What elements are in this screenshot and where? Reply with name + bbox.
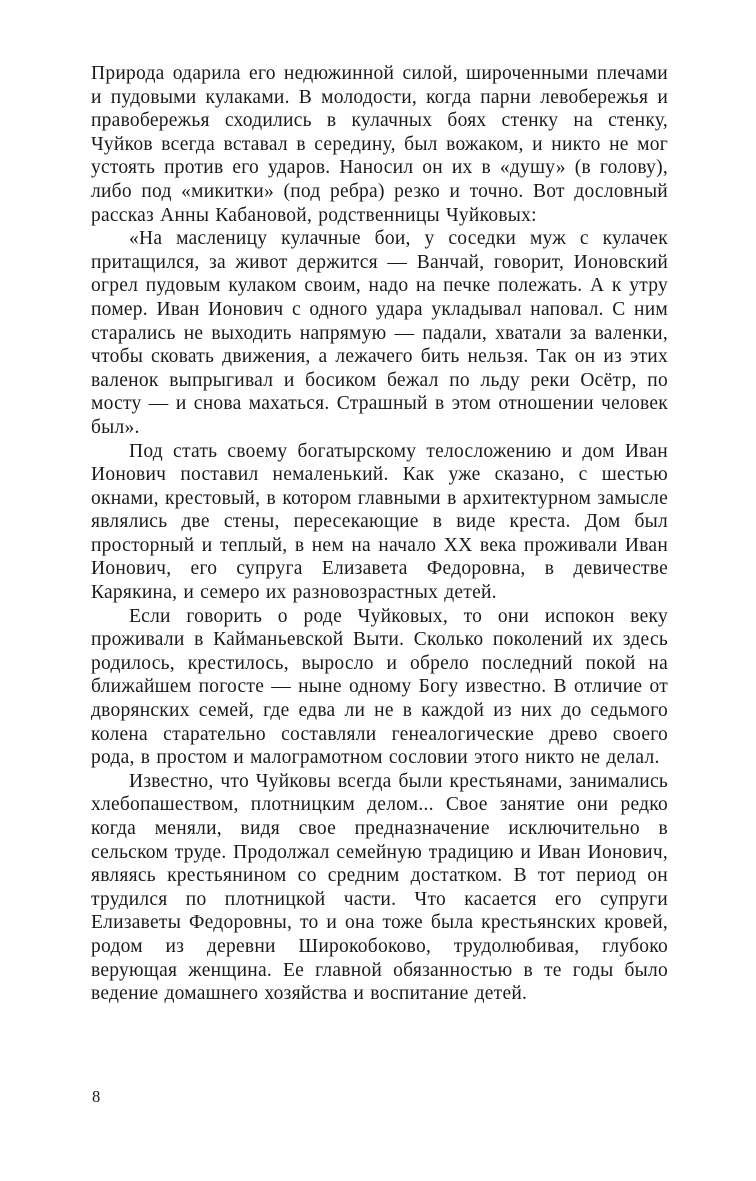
paragraph: Известно, что Чуйковы всегда были крестьянами, занимались хлебопашеством, плотницким делом... Свое занятие они редко когда меняли, видя свое предназначение исключительно в сельском труде. Продолжал семейную традицию и Иван Ионович, являясь крестьянином со средним достатком. В тот период он трудился по плотницкой части. Что касается его супруги Елизаветы Федоровны, то и она тоже была крестьянских кровей, родом из деревни Широкобоково, трудолюбивая, глубоко верующая женщина. Ее главной обязанностью в те годы было ведение домашнего хозяйства и воспитание детей. [91, 770, 668, 1005]
body-text [91, 62, 668, 1006]
paragraph: «На масленицу кулачные бои, у соседки муж с кулачек притащился, за живот держится — Ванчай, говорит, Ионовский огрел пудовым кулаком своим, надо на печке полежать. А к утру помер. Иван Ионович с одного удара укладывал наповал. С ним старались не выходить напрямую — падали, хватали за валенки, чтобы сковать движения, а лежачего бить нельзя. Так он из этих валенок выпрыгивал и босиком бежал по льду реки Осётр, по мосту — и снова махаться. Страшный в этом отношении человек был». [91, 228, 668, 438]
paragraph: Под стать своему богатырскому телосложению и дом Иван Ионович поставил немаленький. Как уже сказано, с шестью окнами, крестовый, в котором главными в архитектурном замысле являлись две стены, пересекающие в виде креста. Дом был просторный и теплый, в нем на начало XX века проживали Иван Ионович, его супруга Елизавета Федоровна, в девичестве Карякина, и семеро их разновозрастных детей. [91, 440, 668, 604]
paragraph: Природа одарила его недюжинной силой, широченными плечами и пудовыми кулаками. В молодости, когда парни левобережья и правобережья сходились в кулачных боях стенку на стенку, Чуйков всегда вставал в середину, был вожаком, и никто не мог устоять против его ударов. Наносил он их в «душу» (в голову), либо под «микитки» (под ребра) резко и точно. Вот дословный рассказ Анны Кабановой, родственницы Чуйковых: [91, 63, 668, 226]
page-number: 8 [92, 1087, 101, 1106]
paragraph: Если говорить о роде Чуйковых, то они испокон веку проживали в Кайманьевской Выти. Сколько поколений их здесь родилось, крестилось, выросло и обрело последний покой на ближайшем погосте — ныне одному Богу известно. В отличие от дворянских семей, где едва ли не в каждой из них до седьмого колена старательно составляли генеалогические древо своего рода, в простом и малограмотном сословии этого никто не делал. [91, 605, 668, 769]
